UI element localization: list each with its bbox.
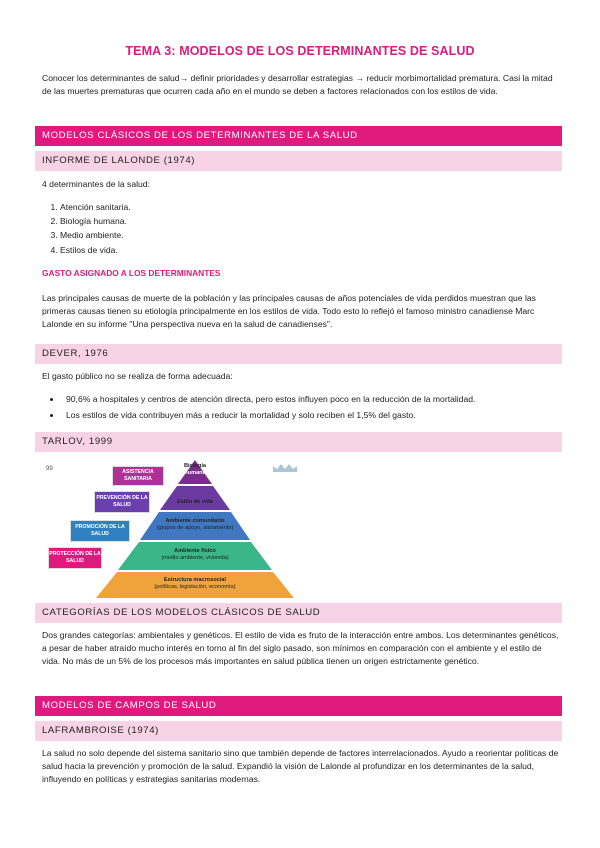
list-item: • Los estilos de vida contribuyen más a reducir la mortalidad y solo reciben el 1,5% del gasto. xyxy=(62,408,475,424)
figure-corner-number: 99 xyxy=(46,466,53,472)
pyramid-label-estructura-macrosocial: Estructura macrosocial (políticas, legislación, economía) xyxy=(154,577,236,590)
side-box-proteccion: PROTECCIÓN DE LA SALUD xyxy=(48,547,102,569)
list-item: • 90,6% a hospitales y centros de atención directa, pero estos influyen poco en la reducción de la mortalidad. xyxy=(62,392,475,408)
lalonde-paragraph: Las principales causas de muerte de la población y las principales causas de años potenciales de vida perdidos muestran que las primeras causas tienen su etiología principalmente en los estilos de vida. Todo esto lo reflejó el famoso ministro canadiense Marc Lalonde en su informe "Una perspectiva nueva en la salud de canadienses". xyxy=(42,293,536,330)
page-title: TEMA 3: MODELOS DE LOS DETERMINANTES DE SALUD xyxy=(125,44,475,58)
section-band-clasicos: MODELOS CLÁSICOS DE LOS DETERMINANTES DE LA SALUD xyxy=(35,126,562,146)
heading-categorias: CATEGORÍAS DE LOS MODELOS CLÁSICOS DE SALUD xyxy=(35,603,562,623)
side-box-prevencion: PREVENCIÓN DE LA SALUD xyxy=(94,491,150,513)
heading-lalonde: INFORME DE LALONDE (1974) xyxy=(35,151,562,171)
pyramid-label-ambiente-comunitario: Ambiente comunitario (grupos de apoyo, aislamiento) xyxy=(156,518,234,531)
heading-tarlov: TARLOV, 1999 xyxy=(35,432,562,452)
heading-laframbroise: LAFRAMBROISE (1974) xyxy=(35,721,562,741)
pyramid-label-ambiente-fisico: Ambiente físico (medio ambiente, vivienda) xyxy=(161,548,229,561)
pyramid-layer-estilo-vida xyxy=(160,486,230,510)
side-box-asistencia-sanitaria: ASISTENCIA SANITARIA xyxy=(112,466,164,486)
laframbroise-paragraph: La salud no solo depende del sistema sanitario sino que también depende de factores interrelacionados. Ayudo a reorientar políticas de salud hacia la prevención y promoción de la salud. Expandió la visión de Lalonde al profundizar en los determinantes de la salud, influyendo en políticas y estrategias sanitarias modernas. xyxy=(42,748,559,785)
dever-lead: El gasto público no se realiza de forma adecuada: xyxy=(42,371,233,381)
categorias-paragraph: Dos grandes categorías: ambientales y genéticos. El estilo de vida es fruto de la interacción entre ambos. Los determinantes genéticos, a pesar de haber atraído mucho interés en torno al fin del siglo pasado, son mínimos en comparación con el ambiente y el estilo de vida. No más de un 5% de los procesos más importantes en salud pública tienen un origen estrictamente genético. xyxy=(42,630,559,667)
intro-paragraph: Conocer los determinantes de salud→ definir prioridades y desarrollar estrategias → reducir morbimortalidad prematura. Casi la mitad de las muertes prematuras que ocurren cada año en el mundo se deben a factores relacionados con los estilos de vida. xyxy=(42,73,553,97)
heading-dever: DEVER, 1976 xyxy=(35,344,562,364)
list-item: 2. Biología humana. xyxy=(60,214,131,228)
side-box-promocion: PROMOCIÓN DE LA SALUD xyxy=(70,520,130,542)
pyramid-label-estilo-vida: Estilo de vida xyxy=(176,499,214,505)
lalonde-determinants-list xyxy=(42,200,131,257)
crown-icon xyxy=(272,463,298,473)
lalonde-lead: 4 determinantes de la salud: xyxy=(42,179,150,189)
list-item: 1. Atención sanitaria. xyxy=(60,200,131,214)
dever-bullet-list xyxy=(42,392,475,423)
section-band-campos: MODELOS DE CAMPOS DE SALUD xyxy=(35,696,562,716)
list-item: 4. Estilos de vida. xyxy=(60,243,131,257)
pyramid-label-biologia: Biología humana xyxy=(183,463,207,476)
subheading-gasto: GASTO ASIGNADO A LOS DETERMINANTES xyxy=(42,268,221,278)
list-item: 3. Medio ambiente. xyxy=(60,228,131,242)
